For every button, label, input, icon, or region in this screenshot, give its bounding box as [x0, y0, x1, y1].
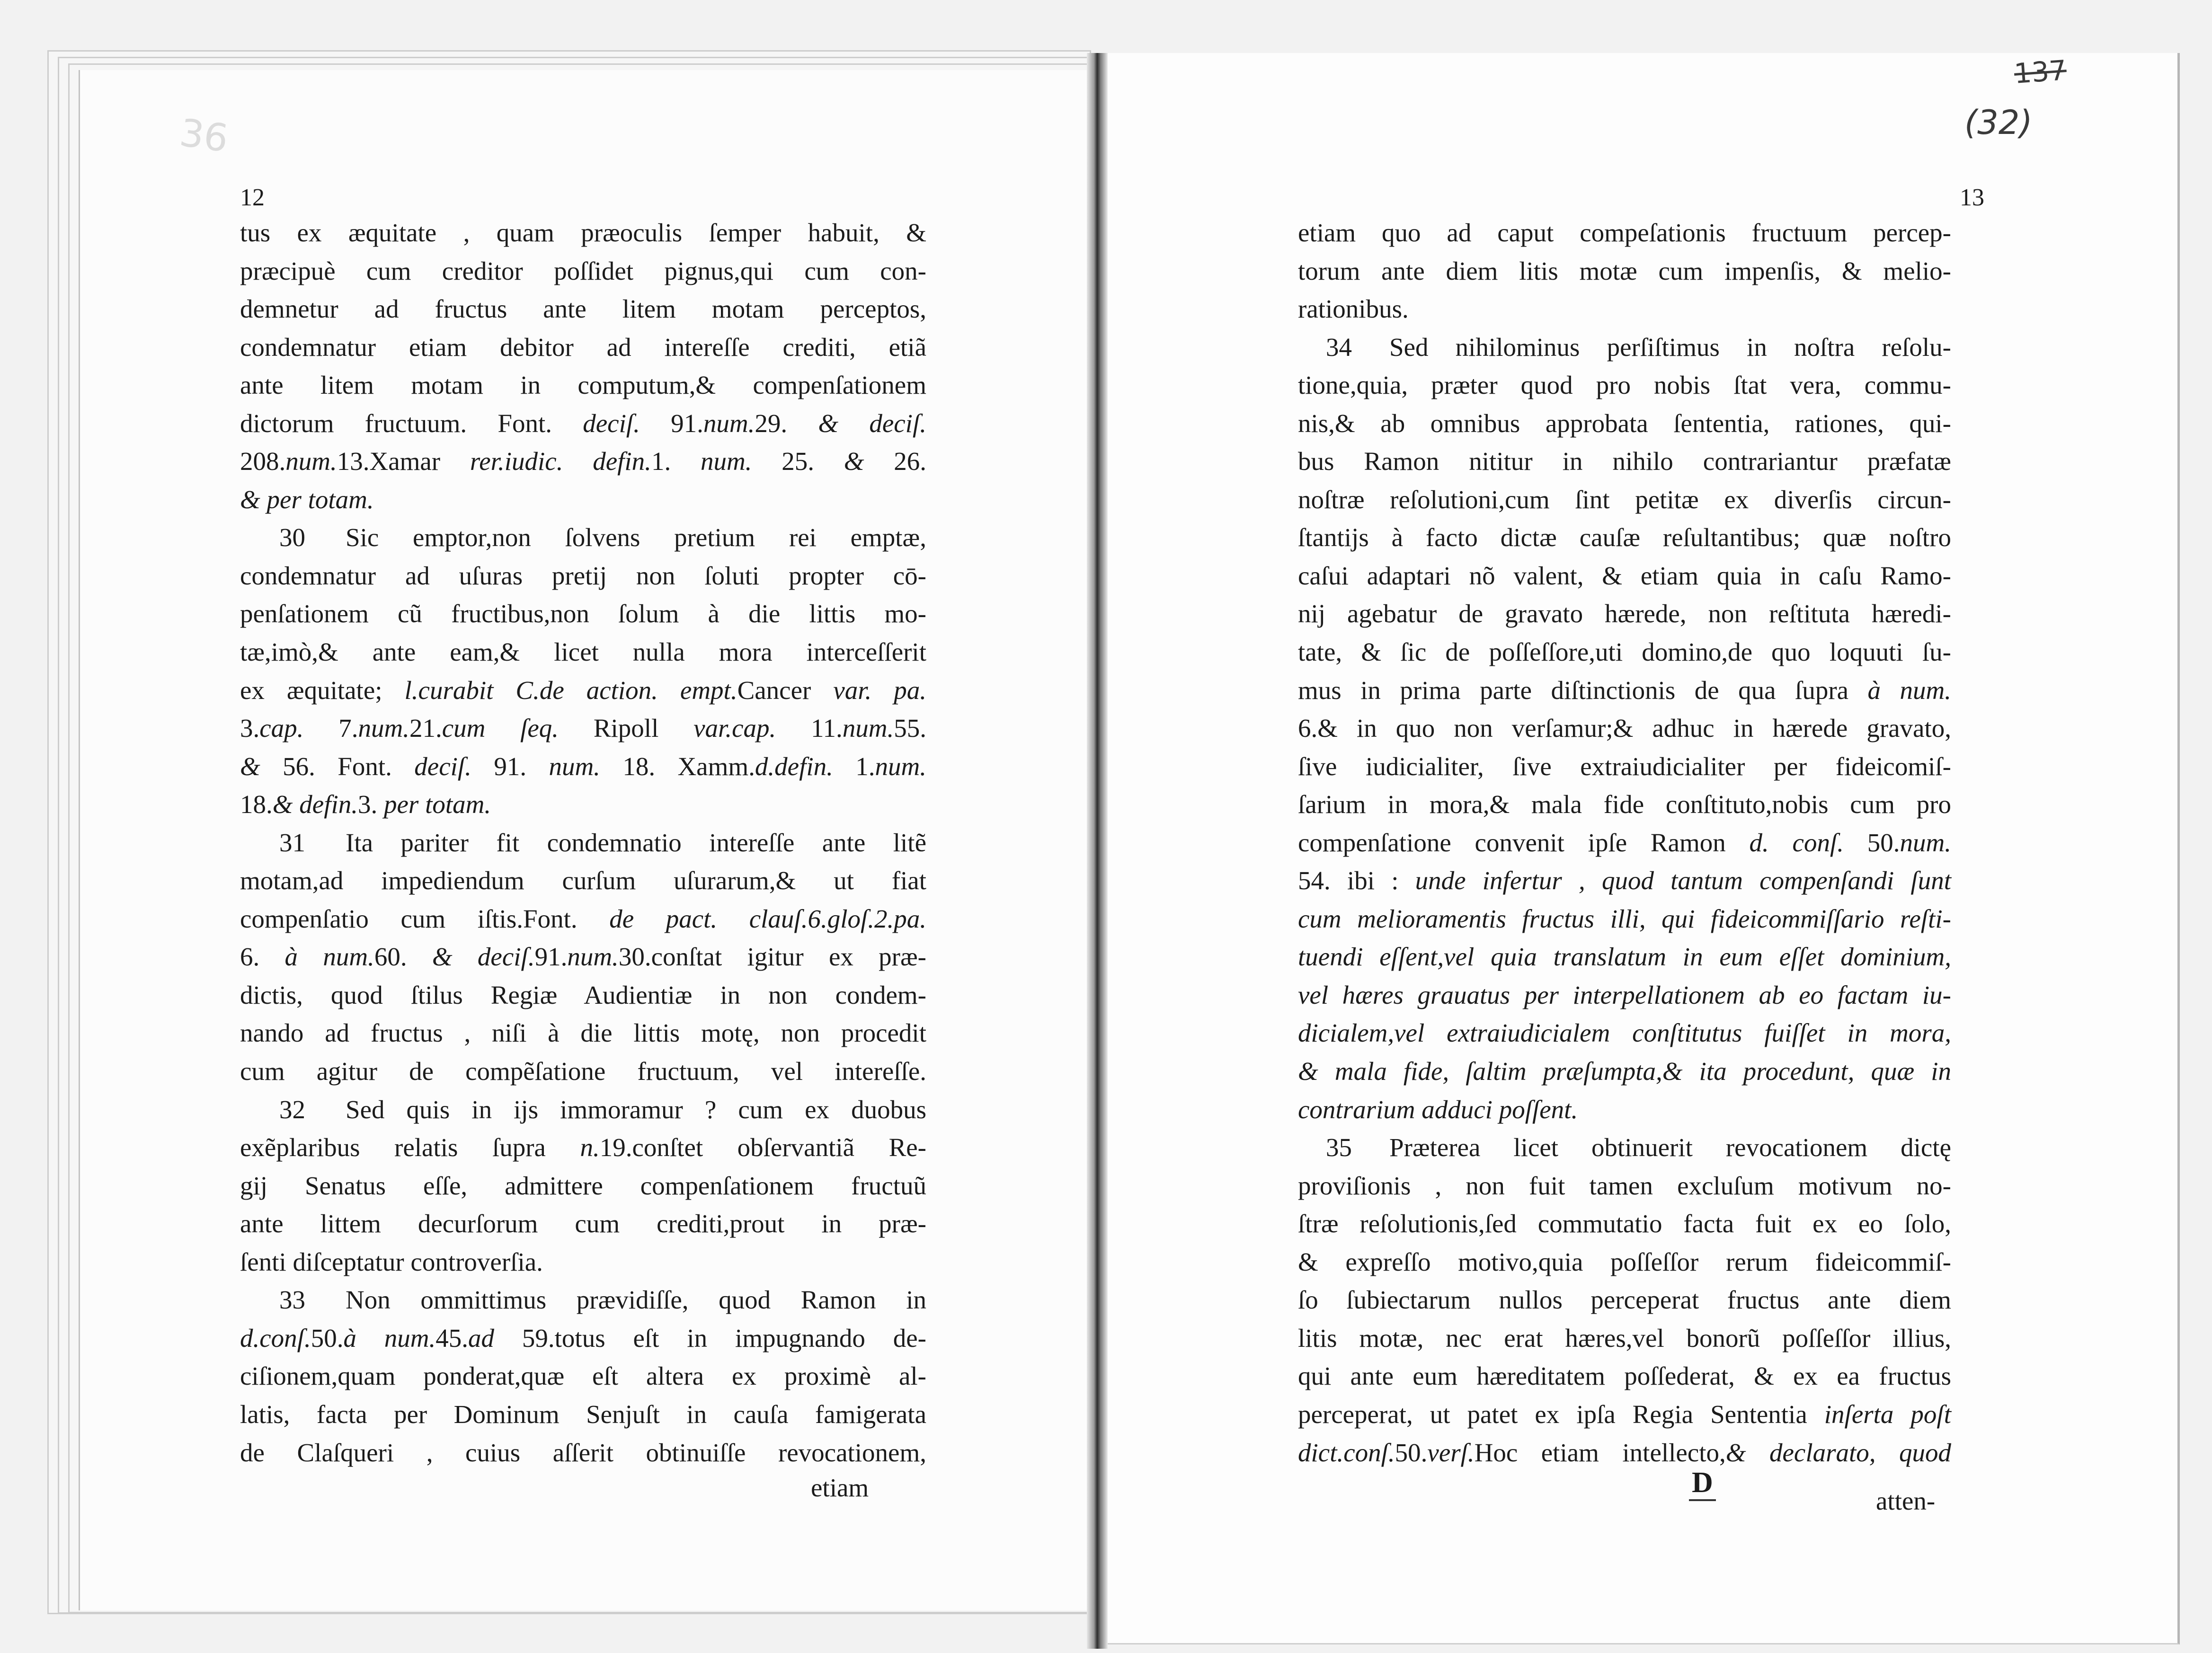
- text-line: [240, 290, 926, 328]
- paragraph-number: 35: [1326, 1133, 1352, 1162]
- text-run: Præterea licet obtinuerit revocationem dictę: [1389, 1133, 1951, 1162]
- italic-citation: num.: [285, 447, 337, 476]
- italic-citation: verſ.: [1427, 1438, 1475, 1467]
- text-line: [1298, 1396, 1951, 1434]
- text-run: caſui adaptari nõ valent, & etiam quia in caſu Ramo-: [1298, 561, 1951, 590]
- italic-citation: de pact. clauſ.6.gloſ.2.pa.: [609, 904, 927, 933]
- text-run: 1.: [833, 751, 875, 781]
- text-line: [1298, 633, 1951, 672]
- italic-citation: à num.: [284, 942, 374, 972]
- page-number-right: 13: [1960, 184, 1984, 211]
- text-run: bus Ramon nititur in nihilo contrariantur præfatæ: [1298, 447, 1951, 476]
- text-run: Ripoll: [559, 714, 694, 743]
- left-page-text: [240, 214, 926, 1472]
- italic-citation: &: [844, 447, 864, 476]
- italic-citation: contrarium adduci poſſent.: [1298, 1095, 1578, 1124]
- text-line: [1298, 252, 1951, 291]
- right-page-text: [1298, 214, 1951, 1472]
- italic-citation: unde infertur , quod tantum compenſandi ſunt: [1415, 866, 1951, 895]
- text-run: 3.: [240, 714, 260, 743]
- text-run: rationibus.: [1298, 294, 1409, 324]
- pencil-note: 36: [177, 110, 231, 161]
- text-line: [240, 214, 926, 252]
- text-line: [240, 938, 926, 976]
- text-run: 60.: [374, 942, 432, 972]
- italic-citation: cum ſeq.: [442, 714, 559, 743]
- italic-citation: deciſ.: [414, 751, 471, 781]
- text-run: ſtantijs à facto dictæ cauſæ reſultantibus; quæ noſtro: [1298, 523, 1951, 552]
- italic-citation: & mala fide, ſaltim præſumpta,& ita procedunt, quæ in: [1298, 1057, 1951, 1086]
- italic-citation: rer.iudic. defin.: [470, 447, 651, 476]
- text-run: ante litem motam in computum,& compenſationem: [240, 371, 926, 400]
- text-run: 54. ibi :: [1298, 866, 1415, 895]
- text-line: [1298, 824, 1951, 862]
- italic-citation: à num.: [343, 1323, 436, 1352]
- text-run: tate, & ſic de poſſeſſore,uti domino,de quo loquuti ſu-: [1298, 637, 1951, 667]
- text-line: [1298, 1434, 1951, 1472]
- text-line: [240, 633, 926, 672]
- text-run: dictorum fructuum. Font.: [240, 408, 583, 438]
- text-line: [240, 252, 926, 291]
- text-run: 7.: [303, 714, 358, 743]
- text-run: præcipuè cum creditor poſſidet pignus,qui cum con-: [240, 256, 926, 285]
- italic-citation: num.: [567, 942, 619, 972]
- text-run: proviſionis , non fuit tamen excluſum motivum no-: [1298, 1171, 1951, 1200]
- text-line: [240, 1243, 926, 1282]
- italic-citation: & deciſ.: [818, 408, 926, 438]
- italic-citation: & deciſ.: [432, 942, 535, 972]
- text-run: 55.: [894, 714, 927, 743]
- text-line: [1298, 976, 1951, 1015]
- text-run: noſtræ reſolutioni,cum ſint petitæ ex diverſis circun-: [1298, 485, 1951, 514]
- italic-citation: var.cap.: [693, 714, 776, 743]
- text-line: [240, 557, 926, 595]
- text-run: 59.totus eſt in impugnando de-: [494, 1323, 926, 1352]
- italic-citation: num.: [875, 751, 927, 781]
- text-run: 3.: [358, 790, 384, 819]
- italic-citation: dict.conſ.: [1298, 1438, 1395, 1467]
- text-run: etiam quo ad caput compeſationis fructuum percep-: [1298, 218, 1951, 247]
- italic-citation: tuendi eſſent,vel quia translatum in eum eſſet dominium,: [1298, 942, 1951, 972]
- text-run: ſo ſubiectarum nullos perceperat fructus ante diem: [1298, 1285, 1951, 1315]
- paragraph-number: 32: [279, 1095, 305, 1124]
- italic-citation: num.: [358, 714, 409, 743]
- text-line: [240, 442, 926, 481]
- text-run: mus in prima parte diſtinctionis de qua ſupra: [1298, 675, 1868, 705]
- italic-citation: num.: [549, 751, 600, 781]
- italic-citation: & per totam.: [240, 485, 374, 514]
- italic-citation: n.: [580, 1133, 600, 1162]
- text-line: [240, 1167, 926, 1205]
- text-run: 11.: [776, 714, 843, 743]
- text-line: [240, 1052, 926, 1091]
- text-run: de Claſqueri , cuius aſſerit obtinuiſſe revocationem,: [240, 1438, 926, 1467]
- text-run: 45.: [435, 1323, 469, 1352]
- text-run: 13.Xamar: [337, 447, 470, 476]
- text-line: [240, 1434, 926, 1472]
- text-line: [240, 1357, 926, 1396]
- text-run: compenſatione convenit ipſe Ramon: [1298, 828, 1750, 857]
- text-run: & expreſſo motivo,quia poſſeſſor rerum fideicommiſ-: [1298, 1247, 1951, 1276]
- paragraph-number: 31: [279, 828, 305, 857]
- text-run: penſationem cũ fructibus,non ſolum à die littis mo-: [240, 599, 926, 628]
- italic-citation: d.conſ.: [240, 1323, 311, 1352]
- text-run: condemnatur ad uſuras pretij non ſoluti propter cō-: [240, 561, 926, 590]
- text-run: torum ante diem litis motæ cum impenſis, & melio-: [1298, 256, 1951, 285]
- text-run: 6.: [240, 942, 285, 972]
- italic-citation: vel hæres grauatus per interpellationem ab eo factam iu-: [1298, 980, 1951, 1009]
- text-line: [1298, 1243, 1951, 1282]
- text-run: ex æquitate;: [240, 675, 405, 705]
- italic-citation: deciſ.: [583, 408, 640, 438]
- text-run: nis,& ab omnibus approbata ſententia, rationes, qui-: [1298, 408, 1951, 438]
- text-line: [1298, 1319, 1951, 1358]
- struck-folio-number: 137: [2013, 54, 2068, 90]
- text-run: 18. Xamm.: [600, 751, 755, 781]
- signature-mark: D: [1689, 1466, 1716, 1501]
- text-line: [240, 862, 926, 900]
- text-line: [1298, 1205, 1951, 1243]
- text-line: [240, 1396, 926, 1434]
- text-run: 6.& in quo non verſamur;& adhuc in hærede gravato,: [1298, 714, 1951, 743]
- text-line: [240, 786, 926, 824]
- text-line: [1298, 786, 1951, 824]
- text-run: motam,ad impediendum curſum uſurarum,& ut fiat: [240, 866, 926, 895]
- text-run: 208.: [240, 447, 286, 476]
- text-line: [240, 595, 926, 633]
- text-line: [1298, 366, 1951, 405]
- text-run: 91.: [640, 408, 703, 438]
- text-line: [240, 1091, 926, 1129]
- text-line: [240, 824, 926, 862]
- italic-citation: num.: [842, 714, 894, 743]
- italic-citation: cap.: [259, 714, 304, 743]
- text-line: [1298, 1357, 1951, 1396]
- italic-citation: l.curabit C.de action. empt.: [404, 675, 737, 705]
- text-run: 91.: [534, 942, 568, 972]
- text-line: [240, 328, 926, 367]
- italic-citation: d.defin.: [755, 751, 833, 781]
- text-run: 30.conſtat igitur ex præ-: [618, 942, 926, 972]
- text-line: [1298, 672, 1951, 710]
- text-run: 19.conſtet obſervantiã Re-: [599, 1133, 926, 1162]
- paragraph-number: 30: [279, 523, 305, 552]
- text-run: 50.: [311, 1323, 344, 1352]
- text-line: [1298, 328, 1951, 367]
- text-run: Non ommittimus prævidiſſe, quod Ramon in: [346, 1285, 926, 1315]
- text-line: [1298, 1167, 1951, 1205]
- text-run: 50.: [1844, 828, 1900, 857]
- italic-citation: num.: [1900, 828, 1951, 857]
- text-run: nando ad fructus , niſi à die littis motę, non procedit: [240, 1018, 926, 1048]
- text-run: 91.: [471, 751, 549, 781]
- text-run: ante littem decurſorum cum crediti,prout in præ-: [240, 1209, 926, 1238]
- text-line: [240, 481, 926, 519]
- text-run: tæ,imò,& ante eam,& licet nulla mora interceſſerit: [240, 637, 926, 667]
- text-line: [1298, 748, 1951, 786]
- paragraph-number: 34: [1326, 332, 1352, 362]
- text-run: Ita pariter fit condemnatio intereſſe ante litẽ: [346, 828, 926, 857]
- text-run: Sed quis in ijs immoramur ? cum ex duobus: [346, 1095, 926, 1124]
- italic-citation: var. pa.: [833, 675, 926, 705]
- text-line: [1298, 214, 1951, 252]
- text-run: condemnatur etiam debitor ad intereſſe crediti, etiã: [240, 332, 926, 362]
- text-run: litis motæ, nec erat hæres,vel bonorũ poſſeſſor illius,: [1298, 1323, 1951, 1352]
- text-run: ſive iudicialiter, ſive extraiudicialiter per fideicomiſ-: [1298, 751, 1951, 781]
- text-line: [240, 1205, 926, 1243]
- text-run: ſenti diſceptatur controverſia.: [240, 1247, 543, 1276]
- italic-citation: dicialem,vel extraiudicialem conſtitutus fuiſſet in mora,: [1298, 1018, 1951, 1048]
- text-line: [240, 1281, 926, 1319]
- italic-citation: & declarato, quod: [1725, 1438, 1951, 1467]
- text-line: [1298, 1052, 1951, 1091]
- text-line: [1298, 1129, 1951, 1167]
- text-run: 29.: [755, 408, 818, 438]
- text-line: [240, 1014, 926, 1052]
- text-line: [1298, 709, 1951, 748]
- catchword-left: etiam: [811, 1473, 869, 1502]
- text-line: [240, 405, 926, 443]
- text-run: cum agitur de compẽſatione fructuum, vel intereſſe.: [240, 1057, 926, 1086]
- text-line: [1298, 405, 1951, 443]
- text-run: gij Senatus eſſe, admittere compenſationem fructuũ: [240, 1171, 926, 1200]
- text-run: Cancer: [737, 675, 834, 705]
- italic-citation: à num.: [1867, 675, 1951, 705]
- text-line: [240, 976, 926, 1015]
- text-line: [240, 1319, 926, 1358]
- text-line: [240, 748, 926, 786]
- text-run: 21.: [409, 714, 442, 743]
- text-run: ſarium in mora,& mala fide conſtituto,nobis cum pro: [1298, 790, 1951, 819]
- text-run: ſtræ reſolutionis,ſed commutatio facta fuit ex eo ſolo,: [1298, 1209, 1951, 1238]
- text-line: [240, 1129, 926, 1167]
- text-run: tus ex æquitate , quam præoculis ſemper habuit, &: [240, 218, 926, 247]
- text-line: [1298, 1281, 1951, 1319]
- handwritten-folio-number: (32): [1964, 103, 2033, 142]
- text-run: Hoc etiam intellecto,: [1474, 1438, 1726, 1467]
- text-line: [1298, 1091, 1951, 1129]
- text-run: demnetur ad fructus ante litem motam perceptos,: [240, 294, 926, 324]
- text-run: Sed nihilominus perſiſtimus in noſtra reſolu-: [1389, 332, 1951, 362]
- text-run: compenſatio cum iſtis.Font.: [240, 904, 610, 933]
- italic-citation: & defin.: [272, 790, 358, 819]
- text-run: latis, facta per Dominum Senjuſt in cauſa famigerata: [240, 1399, 926, 1429]
- italic-citation: per totam.: [384, 790, 491, 819]
- text-run: 25.: [752, 447, 844, 476]
- text-run: tione,quia, præter quod pro nobis ſtat vera, commu-: [1298, 371, 1951, 400]
- text-line: [1298, 862, 1951, 900]
- text-line: [1298, 938, 1951, 976]
- text-run: ciſionem,quam ponderat,quæ eſt altera ex proximè al-: [240, 1361, 926, 1391]
- italic-citation: d. conſ.: [1749, 828, 1844, 857]
- italic-citation: num.: [703, 408, 755, 438]
- text-line: [1298, 481, 1951, 519]
- text-line: [1298, 900, 1951, 938]
- text-run: 1.: [651, 447, 701, 476]
- text-line: [1298, 557, 1951, 595]
- text-line: [240, 709, 926, 748]
- text-line: [1298, 519, 1951, 557]
- italic-citation: &: [240, 751, 260, 781]
- text-line: [240, 366, 926, 405]
- text-run: 50.: [1395, 1438, 1428, 1467]
- text-run: 56. Font.: [260, 751, 415, 781]
- text-line: [1298, 595, 1951, 633]
- text-line: [1298, 1014, 1951, 1052]
- text-run: nij agebatur de gravato hærede, non reſtituta hæredi-: [1298, 599, 1951, 628]
- catchword-right: atten-: [1876, 1486, 1936, 1515]
- text-line: [240, 519, 926, 557]
- italic-citation: ad: [468, 1323, 495, 1352]
- text-run: 18.: [240, 790, 273, 819]
- text-line: [240, 672, 926, 710]
- text-line: [1298, 290, 1951, 328]
- page-number-left: 12: [240, 184, 265, 211]
- text-run: perceperat, ut patet ex ipſa Regia Sententia: [1298, 1399, 1824, 1429]
- text-line: [1298, 442, 1951, 481]
- text-run: Sic emptor,non ſolvens pretium rei emptæ,: [346, 523, 926, 552]
- paragraph-number: 33: [279, 1285, 305, 1315]
- italic-citation: cum melioramentis fructus illi, qui fideicommiſſario reſti-: [1298, 904, 1951, 933]
- book-gutter: [1087, 53, 1108, 1649]
- italic-citation: num.: [700, 447, 752, 476]
- text-run: exẽplaribus relatis ſupra: [240, 1133, 580, 1162]
- text-line: [240, 900, 926, 938]
- text-run: qui ante eum hæreditatem poſſederat, & ex ea fructus: [1298, 1361, 1951, 1391]
- italic-citation: inſerta poſt: [1824, 1399, 1951, 1429]
- text-run: 26.: [864, 447, 927, 476]
- text-run: dictis, quod ſtilus Regiæ Audientiæ in non condem-: [240, 980, 926, 1009]
